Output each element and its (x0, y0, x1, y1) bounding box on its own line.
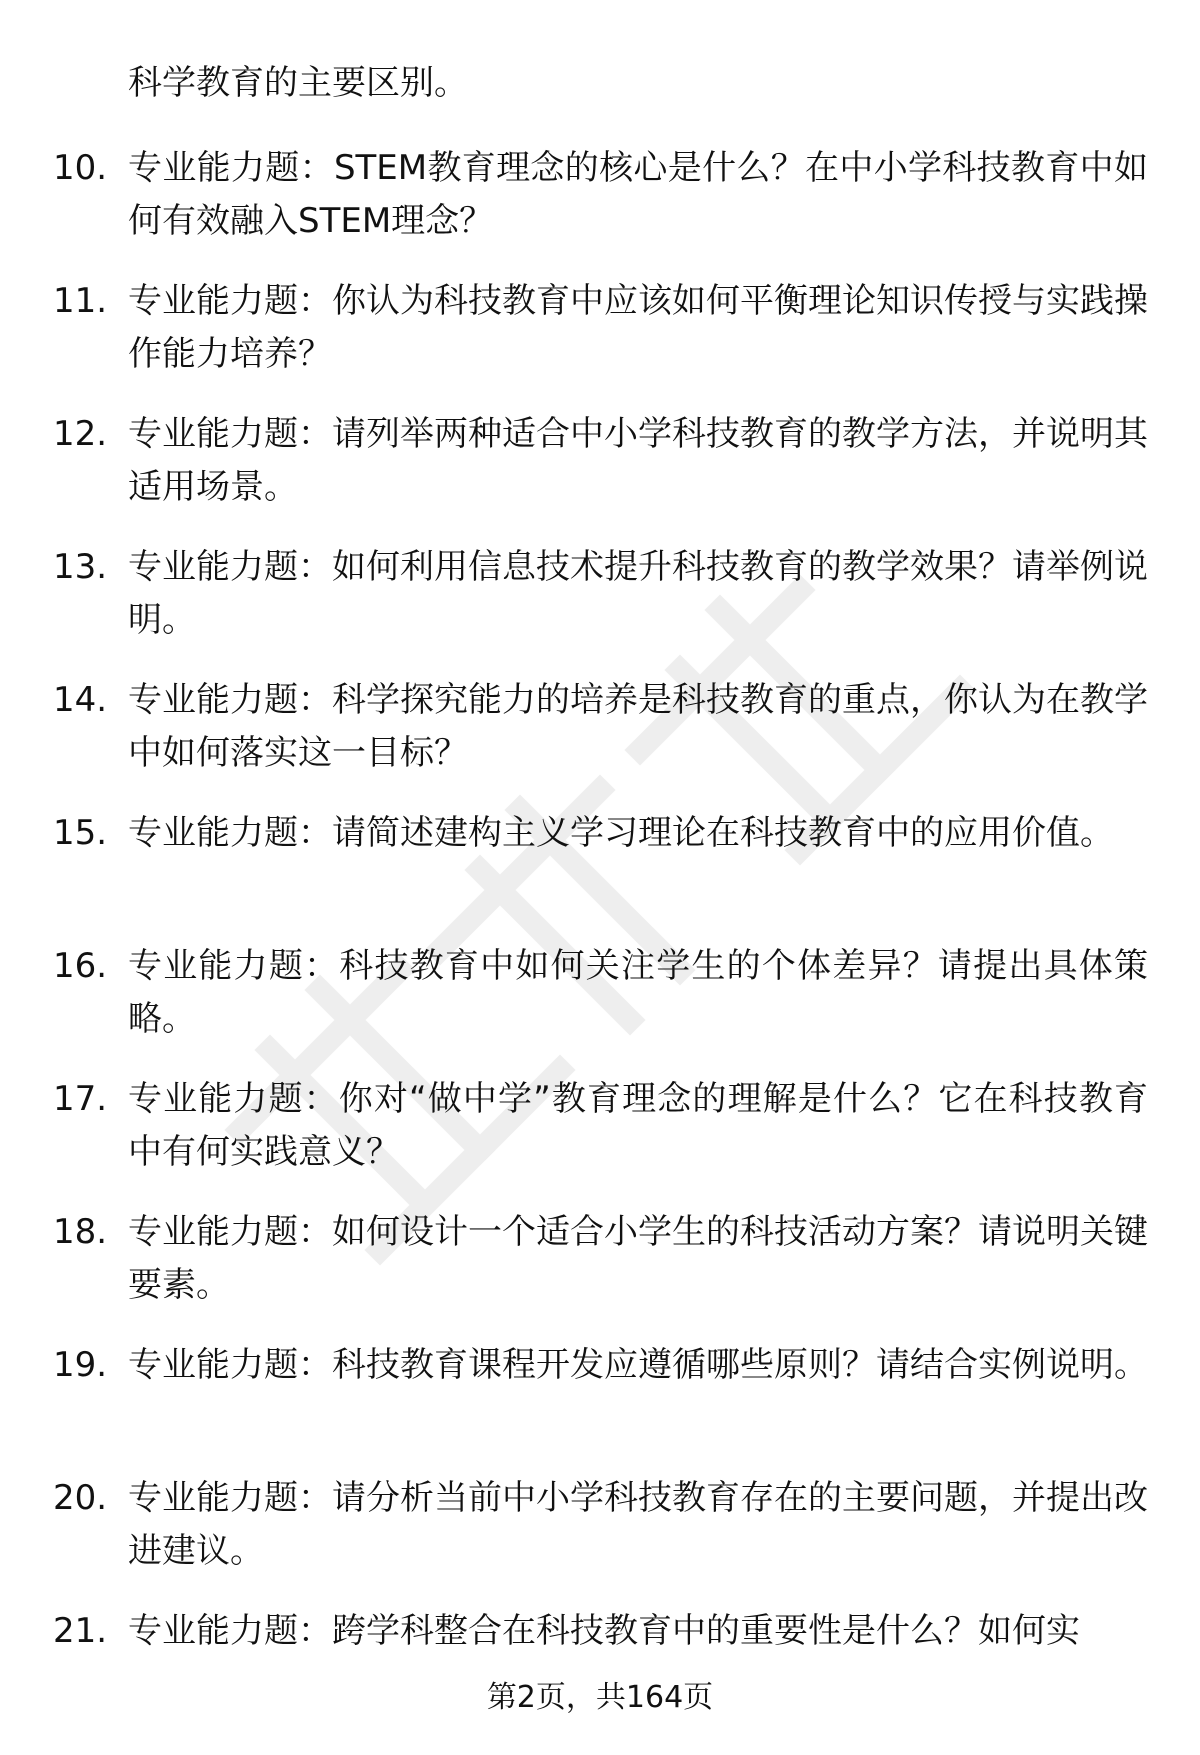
question-text: 专业能力题：请分析当前中小学科技教育存在的主要问题，并提出改进建议。 (128, 1478, 1148, 1571)
question-text: 专业能力题：跨学科整合在科技教育中的重要性是什么？如何实 (128, 1611, 1080, 1651)
question-item (0, 807, 1200, 940)
question-text: 专业能力题：如何利用信息技术提升科技教育的教学效果？请举例说明。 (128, 547, 1148, 640)
question-number: 21. (53, 1611, 108, 1651)
question-number: 11. (53, 281, 108, 321)
question-text: 专业能力题：科学探究能力的培养是科技教育的重点，你认为在教学中如何落实这一目标？ (128, 680, 1148, 773)
question-text: 专业能力题：请简述建构主义学习理论在科技教育中的应用价值。 (128, 813, 1114, 853)
question-item (0, 674, 1200, 807)
question-number: 13. (53, 547, 108, 587)
question-list (0, 142, 1200, 1738)
question-number: 20. (53, 1478, 108, 1518)
question-number: 15. (53, 813, 108, 853)
question-item (0, 408, 1200, 541)
question-item (0, 142, 1200, 275)
question-text: 专业能力题：科技教育中如何关注学生的个体差异？请提出具体策略。 (128, 946, 1148, 1039)
question-number: 10. (53, 148, 108, 188)
question-text: 专业能力题：STEM教育理念的核心是什么？在中小学科技教育中如何有效融入STEM理念？ (128, 148, 1148, 241)
question-item (0, 1073, 1200, 1206)
question-number: 18. (53, 1212, 108, 1252)
question-number: 19. (53, 1345, 108, 1385)
question-item (0, 1605, 1200, 1738)
question-item (0, 1206, 1200, 1339)
question-item (0, 1472, 1200, 1605)
question-text: 专业能力题：如何设计一个适合小学生的科技活动方案？请说明关键要素。 (128, 1212, 1148, 1305)
question-item (0, 940, 1200, 1073)
question-text: 专业能力题：你认为科技教育中应该如何平衡理论知识传授与实践操作能力培养？ (128, 281, 1148, 374)
question-number: 16. (53, 946, 108, 986)
question-item (0, 1339, 1200, 1472)
question-text: 专业能力题：科技教育课程开发应遵循哪些原则？请结合实例说明。 (128, 1345, 1148, 1385)
question-item (0, 275, 1200, 408)
page-footer: 第2页，共164页 (486, 1680, 714, 1715)
question-number: 17. (53, 1079, 108, 1119)
question-text: 专业能力题：请列举两种适合中小学科技教育的教学方法，并说明其适用场景。 (128, 414, 1148, 507)
question-text: 专业能力题：你对“做中学”教育理念的理解是什么？它在科技教育中有何实践意义？ (128, 1079, 1148, 1172)
question-number: 14. (53, 680, 108, 720)
continued-text: 科学教育的主要区别。 (128, 63, 468, 103)
question-number: 12. (53, 414, 108, 454)
question-item (0, 541, 1200, 674)
